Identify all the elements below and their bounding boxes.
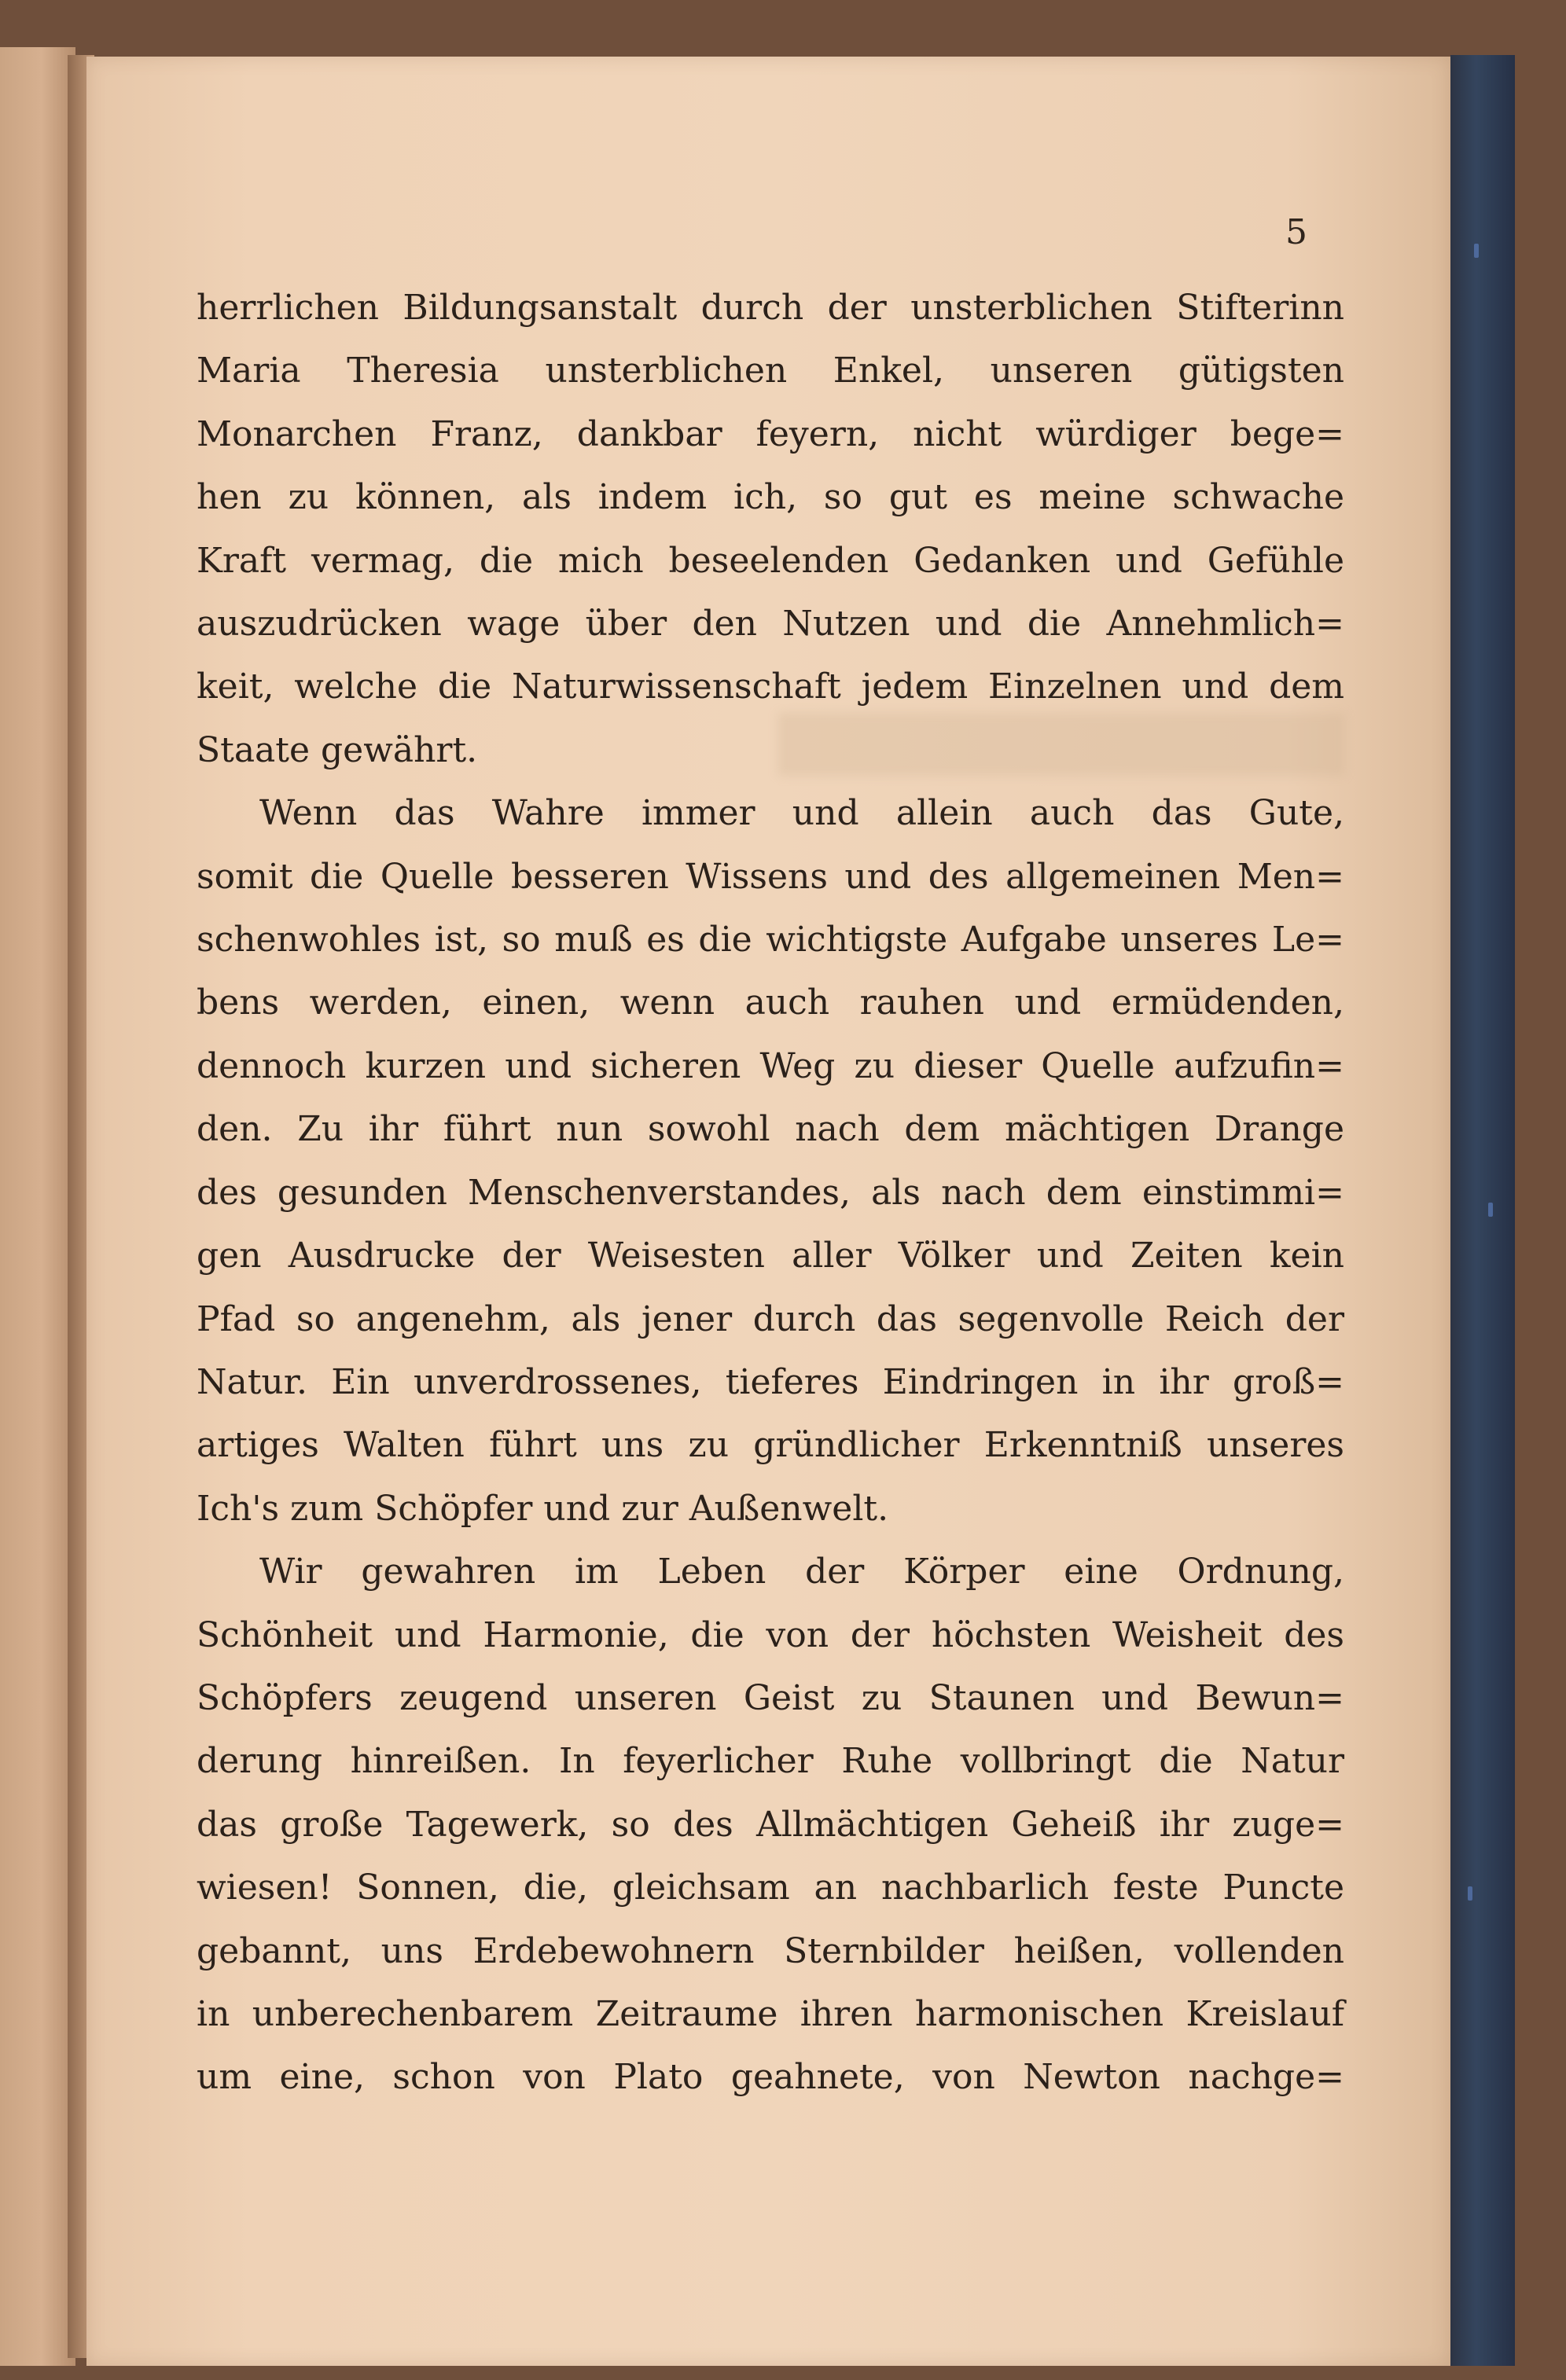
paragraph-2 bbox=[197, 782, 1344, 1541]
text-line: bens werden, einen, wenn auch rauhen und ermüdenden, bbox=[197, 982, 1344, 1023]
text-line: derung hinreißen. In feyerlicher Ruhe vollbringt die Natur bbox=[197, 1741, 1344, 1782]
text-line: wiesen! Sonnen, die, gleichsam an nachbarlich feste Puncte bbox=[197, 1868, 1344, 1908]
text-line: gebannt, uns Erdebewohnern Sternbilder heißen, vollenden bbox=[197, 1930, 1344, 1971]
facing-page-edge bbox=[0, 47, 75, 2366]
text-line: Natur. Ein unverdrossenes, tieferes Eindringen in ihr groß= bbox=[197, 1361, 1344, 1402]
text-line: Kraft vermag, die mich beseelenden Gedanken und Gefühle bbox=[197, 540, 1344, 581]
text-line: hen zu können, als indem ich, so gut es meine schwache bbox=[197, 477, 1344, 518]
text-line: Wenn das Wahre immer und allein auch das Gute, bbox=[259, 793, 1344, 834]
page-number: 5 bbox=[1285, 212, 1307, 252]
paragraph-1 bbox=[197, 277, 1344, 782]
paragraph-3 bbox=[197, 1541, 1344, 2110]
text-line: Wir gewahren im Leben der Körper eine Ordnung, bbox=[259, 1552, 1344, 1592]
text-line: um eine, schon von Plato geahnete, von Newton nachge= bbox=[197, 2057, 1344, 2098]
text-line: Ich's zum Schöpfer und zur Außenwelt. bbox=[197, 1488, 889, 1529]
text-line: Schöpfers zeugend unseren Geist zu Staunen und Bewun= bbox=[197, 1677, 1344, 1718]
body-text bbox=[197, 277, 1344, 2110]
text-line: artiges Walten führt uns zu gründlicher Erkenntniß unseres bbox=[197, 1425, 1344, 1466]
text-line: das große Tagewerk, so des Allmächtigen Geheiß ihr zuge= bbox=[197, 1804, 1344, 1845]
text-line: Maria Theresia unsterblichen Enkel, unseren gütigsten bbox=[197, 351, 1344, 391]
text-line: herrlichen Bildungsanstalt durch der unsterblichen Stifterinn bbox=[197, 288, 1344, 328]
text-line: in unberechenbarem Zeitraume ihren harmonischen Kreislauf bbox=[197, 1993, 1344, 2034]
text-line: auszudrücken wage über den Nutzen und die Annehmlich= bbox=[197, 604, 1344, 645]
text-line: somit die Quelle besseren Wissens und des allgemeinen Men= bbox=[197, 856, 1344, 897]
text-line: Pfad so angenehm, als jener durch das segenvolle Reich der bbox=[197, 1298, 1344, 1339]
text-line: dennoch kurzen und sicheren Weg zu dieser Quelle aufzufin= bbox=[197, 1045, 1344, 1086]
cover-speckle bbox=[1474, 244, 1479, 258]
text-line: des gesunden Menschenverstandes, als nach dem einstimmi= bbox=[197, 1172, 1344, 1213]
book-cover-edge bbox=[1450, 55, 1515, 2366]
text-line: gen Ausdrucke der Weisesten aller Völker und Zeiten kein bbox=[197, 1236, 1344, 1276]
cover-speckle bbox=[1468, 1886, 1472, 1901]
text-line: den. Zu ihr führt nun sowohl nach dem mächtigen Drange bbox=[197, 1109, 1344, 1150]
text-line: Monarchen Franz, dankbar feyern, nicht würdiger bege= bbox=[197, 413, 1344, 454]
text-line: Staate gewährt. bbox=[197, 729, 478, 770]
book-page bbox=[86, 57, 1450, 2366]
text-line: schenwohles ist, so muß es die wichtigste Aufgabe unseres Le= bbox=[197, 920, 1344, 960]
cover-speckle bbox=[1488, 1203, 1493, 1217]
text-line: Schönheit und Harmonie, die von der höchsten Weisheit des bbox=[197, 1614, 1344, 1655]
text-line: keit, welche die Naturwissenschaft jedem Einzelnen und dem bbox=[197, 667, 1344, 707]
